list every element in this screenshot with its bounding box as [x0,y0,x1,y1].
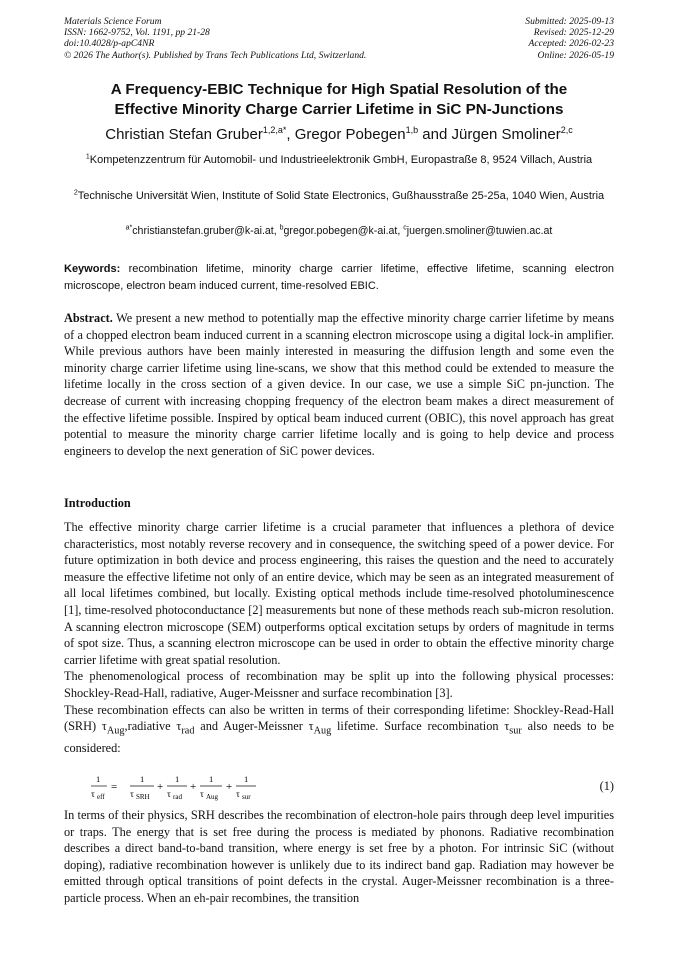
eq-tau: τ [236,790,240,800]
eq-sub-rad: rad [173,793,182,801]
author-3-affil: 2,c [560,125,573,135]
equation-1 [64,773,614,801]
tau-symbol: τ [176,719,182,734]
author-1-affil: 1,2,a* [262,125,287,135]
author-2: Gregor Pobegen [294,126,406,143]
author-3: Jürgen Smoliner [451,126,561,143]
paper-title [40,80,638,120]
eq-tau: τ [167,790,171,800]
subscript: rad [181,725,195,737]
author-2-affil: 1,b [405,125,419,135]
eq-numerator: 1 [96,774,101,784]
title-line-2: Effective Minority Charge Carrier Lifetime in SiC PN-Junctions [114,101,564,118]
doi: doi:10.4028/p-apC4NR [64,38,155,50]
copyright: © 2026 The Author(s). Published by Trans Tech Publications Ltd, Switzerland. [64,49,367,61]
tau-symbol: τ [101,719,107,734]
email-3[interactable]: juergen.smoliner@tuwien.ac.at [406,225,553,237]
tau-aug-symbol [308,719,332,737]
abstract-text: We present a new method to potentially map the effective minority charge carrier lifetime by means of a chopped electron beam induced current in a scanning electron microscope using a digital lock-in amplifier. While previous authors have been mainly interested in measuring the diffusion length and some even the minority charge carrier lifetime using line-scans, we show that this method could be extended to measure the lifetime locally in the cross section of a given device. In our case, we use a simple SiC pn-junction. The decrease of current with increasing chopping frequency of the electron beam makes a direct measurement of the effective lifetime possible. Inspired by optical beam induced current (OBIC), this novel approach has great potential to measure the minority charge carrier lifetime locally and is going to help device and process engineers to develop the next generation of SiC power devices. [64,311,614,458]
affiliation-1-mark: 1 [85,153,90,161]
online-date: Online: 2026-05-19 [537,49,614,61]
dates-info [525,16,614,61]
equation-number: (1) [599,779,614,793]
text-run: lifetime. Surface recombination [331,719,505,734]
author-sep: , [286,126,295,143]
eq-sub-srh: SRH [136,793,150,801]
email-list [40,224,638,238]
journal-name: Materials Science Forum [64,16,162,27]
subscript: sur [509,725,522,737]
eq-sub-sur: sur [242,793,251,801]
author-1: Christian Stefan Gruber [105,126,263,143]
text-run: ,radiative [124,719,177,734]
email-1-mark: a* [125,224,133,232]
eq-numerator: 1 [244,774,249,784]
keywords-label: Keywords: [64,263,121,275]
paragraph: The effective minority charge carrier lifetime is a crucial parameter that influences a plethora of device characteristics, most notably reverse recovery and in consequence, the switching speed of a power device. For future optimization in both device and process engineering, this raises the question and the need to accurately measure the effective lifetime not only of an entire device, which may be seen as an integrated measurement of all local lifetimes combined, but locally. Existing optical methods include time-resolved photoluminescence [1], time-resolved photoconductance [2] measurements but none of these methods reach sub-micron resolution. A scanning electron microscope (SEM) outperforms optical excitation setups by orders of magnitude in terms of spot size. Thus, a scanning electron microscope can be used in order to obtain the effective minority charge carrier lifetime with great spatial resolution. [64,520,614,667]
affiliation-2-text: Technische Universität Wien, Institute of Solid State Electronics, Gußhausstraße 25-25a, 1040 Wien, Austria [77,190,605,202]
text-run: and Auger-Meissner [194,719,309,734]
text-run: also needs to be considered: [64,719,614,756]
eq-numerator: 1 [175,774,180,784]
eq-numerator: 1 [209,774,214,784]
abstract-label: Abstract. [64,311,113,325]
subscript: Aug [313,725,332,737]
tau-rad-symbol [176,719,195,737]
section-heading-introduction: Introduction [64,496,131,510]
tau-sur-symbol [504,719,522,737]
accepted-date: Accepted: 2026-02-23 [528,38,614,50]
tau-symbol: τ [504,719,510,734]
eq-tau: τ [200,790,204,800]
keywords-text: recombination lifetime, minority charge carrier lifetime, effective lifetime, scanning electron microscope, electron beam induced current, time-resolved EBIC. [64,263,614,292]
eq-numerator: 1 [140,774,145,784]
paragraph: The phenomenological process of recombination may be split up into the following physical processes: Shockley-Read-Hall, radiative, Auger-Meissner and surface recombination [3]. [64,669,614,700]
author-sep: and [418,126,452,143]
introduction-body [64,519,614,757]
paragraph [64,702,614,757]
email-2-mark: b [279,224,284,232]
author-list [40,125,638,145]
eq-plus: + [190,781,197,793]
paragraph: In terms of their physics, SRH describes the recombination of electron-hole pairs through deep level impurities or traps. The energy that is set free during the process is mediated by phonons. Radiative recombination describes a direct band-to-band transition, where energy is set free by a photon. For intrinsic SiC (without doping), radiative recombination however is unlikely due to its indirect band gap. Radiation may however be emitted through optical transitions of point defects in the crystal. Auger-Meissner recombination is a three-particle process. When an eh-pair recombines, the transition [64,808,614,905]
affiliation-2-mark: 2 [73,189,78,197]
text-run: These recombination effects can also be written in terms of their corresponding lifetime: Shockley-Read-Hall (SRH) [64,702,614,734]
submitted-date: Submitted: 2025-09-13 [525,16,614,27]
title-line-1: A Frequency-EBIC Technique for High Spatial Resolution of the [110,81,568,98]
revised-date: Revised: 2025-12-29 [533,27,614,39]
eq-plus: + [226,781,233,793]
email-3-mark: c [403,224,407,232]
eq-plus: + [157,781,164,793]
affiliation-1-text: Kompetenzzentrum für Automobil- und Industrieelektronik GmbH, Europastraße 8, 9524 Villach, Austria [89,154,593,166]
tau-aug-symbol [101,719,125,737]
equation-formula [88,773,348,801]
abstract [64,310,614,459]
affiliation-2 [60,188,618,205]
eq-equals: = [111,781,118,793]
journal-header [64,16,614,61]
journal-info [64,16,366,61]
subscript: Aug [106,725,125,737]
keywords [64,261,614,294]
eq-tau: τ [130,790,134,800]
affiliation-1 [60,152,618,169]
eq-tau: τ [91,790,95,800]
eq-sub-aug: Aug [206,793,219,801]
eq-sub-eff: eff [97,793,105,801]
email-2[interactable]: gregor.pobegen@k-ai.at, [283,225,404,237]
issn: ISSN: 1662-9752, Vol. 1191, pp 21-28 [64,27,210,39]
email-1[interactable]: christianstefan.gruber@k-ai.at, [132,225,280,237]
tau-symbol: τ [308,719,314,734]
